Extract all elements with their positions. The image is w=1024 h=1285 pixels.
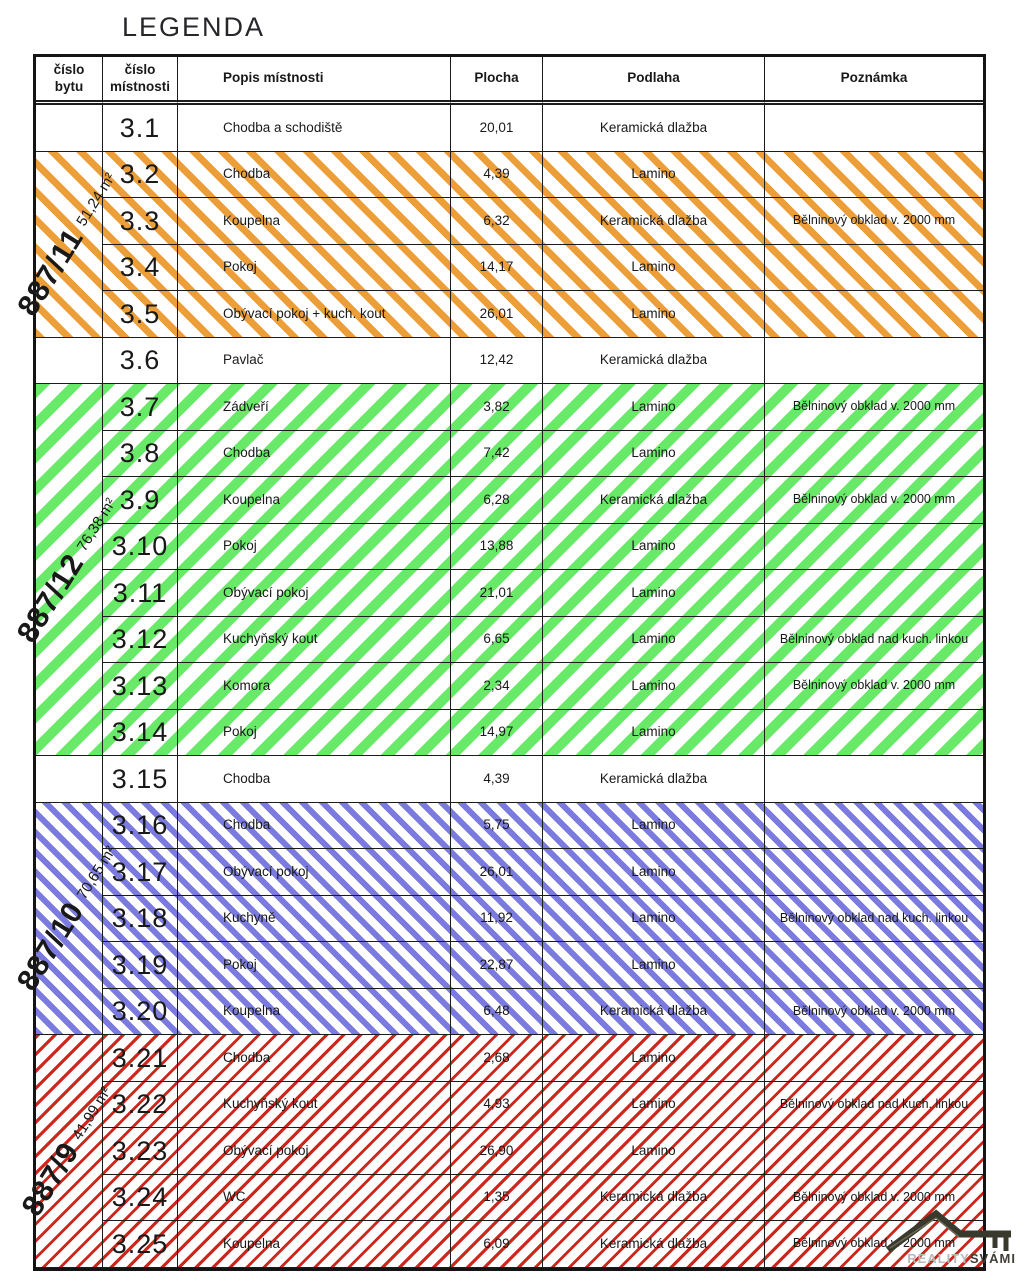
room-number-cell: 3.22 [103,1082,178,1129]
room-description-cell: Chodba [178,431,451,478]
room-area-cell: 3,82 [451,384,543,431]
room-description-cell: Obývací pokoj [178,1128,451,1175]
room-area-cell: 4,39 [451,152,543,199]
room-note-cell: Bělninový obklad nad kuch. linkou [765,896,983,943]
room-number-cell: 3.10 [103,524,178,571]
room-description-cell: Chodba [178,756,451,803]
room-floor-cell: Lamino [543,663,765,710]
room-area-cell: 1,35 [451,1175,543,1222]
room-floor-cell: Lamino [543,942,765,989]
column-header: Plocha [451,57,543,105]
apartment-area: 70,65 m² [73,843,120,903]
room-number-cell: 3.21 [103,1035,178,1082]
room-area-cell: 11,92 [451,896,543,943]
room-floor-cell: Lamino [543,896,765,943]
column-header: číslo bytu [36,57,103,105]
room-floor-cell: Lamino [543,1128,765,1175]
room-area-cell: 2,34 [451,663,543,710]
room-area-cell: 6,09 [451,1221,543,1268]
room-floor-cell: Keramická dlažba [543,989,765,1036]
room-description-cell: Pokoj [178,942,451,989]
room-number-cell: 3.13 [103,663,178,710]
room-floor-cell: Keramická dlažba [543,1221,765,1268]
room-number-cell: 3.19 [103,942,178,989]
apartment-cell [10,384,120,756]
room-note-cell: Bělninový obklad nad kuch. linkou [765,1082,983,1129]
room-number-cell: 3.16 [103,803,178,850]
room-number-cell: 3.12 [103,617,178,664]
room-description-cell: Zádveří [178,384,451,431]
realty-logo [884,1206,1016,1266]
room-description-cell: Chodba [178,152,451,199]
room-floor-cell: Keramická dlažba [543,105,765,152]
logo-text [907,1251,1016,1266]
room-floor-cell: Lamino [543,524,765,571]
room-description-cell: Kuchyňský kout [178,617,451,664]
logo-text-light: REALITY [907,1250,970,1266]
room-note-cell [765,245,983,292]
room-area-cell: 6,48 [451,989,543,1036]
room-note-cell [765,152,983,199]
apartment-number: 887/12 [10,547,91,648]
room-note-cell [765,570,983,617]
room-description-cell: Pavlač [178,338,451,385]
room-floor-cell: Lamino [543,152,765,199]
room-floor-cell: Keramická dlažba [543,756,765,803]
room-area-cell: 26,01 [451,849,543,896]
room-note-cell [765,710,983,757]
apartment-area: 76,38 m² [73,494,120,554]
room-description-cell: Koupelna [178,477,451,524]
apartment-cell [15,1035,115,1268]
room-floor-cell: Lamino [543,617,765,664]
room-note-cell: Bělninový obklad v. 2000 mm [765,1175,983,1222]
logo-text-bold: SVÁMI [969,1250,1016,1266]
room-note-cell: Bělninový obklad v. 2000 mm [765,989,983,1036]
room-floor-cell: Lamino [543,849,765,896]
apartment-number: 887/9 [15,1136,86,1222]
room-floor-cell: Lamino [543,1082,765,1129]
room-number-cell: 3.3 [103,198,178,245]
room-area-cell: 22,87 [451,942,543,989]
room-description-cell: WC [178,1175,451,1222]
room-number-cell: 3.23 [103,1128,178,1175]
room-description-cell: Obývací pokoj [178,570,451,617]
room-note-cell [765,291,983,338]
room-description-cell: Kuchyně [178,896,451,943]
column-header: Podlaha [543,57,765,105]
apartment-number: 887/11 [11,222,91,322]
room-number-cell: 3.20 [103,989,178,1036]
room-note-cell [765,849,983,896]
room-description-cell: Obývací pokoj + kuch. kout [178,291,451,338]
room-note-cell [765,524,983,571]
room-number-cell: 3.15 [103,756,178,803]
room-note-cell [765,1035,983,1082]
room-note-cell [765,756,983,803]
room-area-cell: 5,75 [451,803,543,850]
room-area-cell: 12,42 [451,338,543,385]
room-area-cell: 26,01 [451,291,543,338]
room-area-cell: 4,39 [451,756,543,803]
room-number-cell: 3.11 [103,570,178,617]
room-note-cell: Bělninový obklad v. 2000 mm [765,477,983,524]
apartment-cell [10,803,120,1036]
room-floor-cell: Lamino [543,291,765,338]
room-number-cell: 3.14 [103,710,178,757]
room-floor-cell: Lamino [543,384,765,431]
room-floor-cell: Keramická dlažba [543,477,765,524]
room-number-cell: 3.6 [103,338,178,385]
room-number-cell: 3.4 [103,245,178,292]
room-area-cell: 20,01 [451,105,543,152]
room-area-cell: 26,90 [451,1128,543,1175]
room-description-cell: Pokoj [178,524,451,571]
room-area-cell: 14,17 [451,245,543,292]
room-area-cell: 14,97 [451,710,543,757]
room-note-cell: Bělninový obklad v. 2000 mm [765,384,983,431]
apartment-cell-empty [36,756,103,803]
room-description-cell: Pokoj [178,245,451,292]
apartment-cell-empty [36,105,103,152]
room-number-cell: 3.9 [103,477,178,524]
room-area-cell: 6,28 [451,477,543,524]
room-description-cell: Koupelna [178,1221,451,1268]
room-description-cell: Chodba [178,803,451,850]
room-area-cell: 4,93 [451,1082,543,1129]
room-number-cell: 3.25 [103,1221,178,1268]
room-number-cell: 3.18 [103,896,178,943]
room-floor-cell: Lamino [543,431,765,478]
column-header: číslo místnosti [103,57,178,105]
room-area-cell: 2,68 [451,1035,543,1082]
room-area-cell: 21,01 [451,570,543,617]
column-header: Poznámka [765,57,983,105]
room-number-cell: 3.1 [103,105,178,152]
legend-table [10,54,1016,1271]
room-floor-cell: Lamino [543,710,765,757]
room-area-cell: 6,32 [451,198,543,245]
room-description-cell: Koupelna [178,989,451,1036]
apartment-cell [11,152,120,338]
room-floor-cell: Keramická dlažba [543,1175,765,1222]
room-area-cell: 6,65 [451,617,543,664]
room-note-cell: Bělninový obklad v. 2000 mm [765,1221,983,1268]
room-description-cell: Komora [178,663,451,710]
room-area-cell: 13,88 [451,524,543,571]
apartment-area: 51,24 m² [73,169,120,230]
room-note-cell: Bělninový obklad nad kuch. linkou [765,617,983,664]
room-floor-cell: Lamino [543,570,765,617]
room-floor-cell: Keramická dlažba [543,338,765,385]
room-description-cell: Pokoj [178,710,451,757]
room-floor-cell: Lamino [543,803,765,850]
room-number-cell: 3.7 [103,384,178,431]
room-note-cell [765,803,983,850]
room-number-cell: 3.2 [103,152,178,199]
room-area-cell: 7,42 [451,431,543,478]
room-note-cell [765,105,983,152]
apartment-number: 887/10 [10,896,91,997]
room-number-cell: 3.8 [103,431,178,478]
room-description-cell: Kuchyňský kout [178,1082,451,1129]
room-description-cell: Koupelna [178,198,451,245]
room-number-cell: 3.17 [103,849,178,896]
apartment-area: 41,99 m² [69,1083,115,1143]
room-note-cell [765,1128,983,1175]
room-number-cell: 3.24 [103,1175,178,1222]
room-description-cell: Chodba [178,1035,451,1082]
room-description-cell: Obývací pokoj [178,849,451,896]
room-note-cell [765,942,983,989]
room-floor-cell: Keramická dlažba [543,198,765,245]
room-note-cell: Bělninový obklad v. 2000 mm [765,198,983,245]
room-floor-cell: Lamino [543,1035,765,1082]
room-note-cell [765,431,983,478]
room-note-cell: Bělninový obklad v. 2000 mm [765,663,983,710]
apartment-cell-empty [36,338,103,385]
room-description-cell: Chodba a schodiště [178,105,451,152]
page-title: LEGENDA [122,12,266,42]
column-header: Popis místnosti [178,57,451,105]
room-number-cell: 3.5 [103,291,178,338]
room-note-cell [765,338,983,385]
room-floor-cell: Lamino [543,245,765,292]
